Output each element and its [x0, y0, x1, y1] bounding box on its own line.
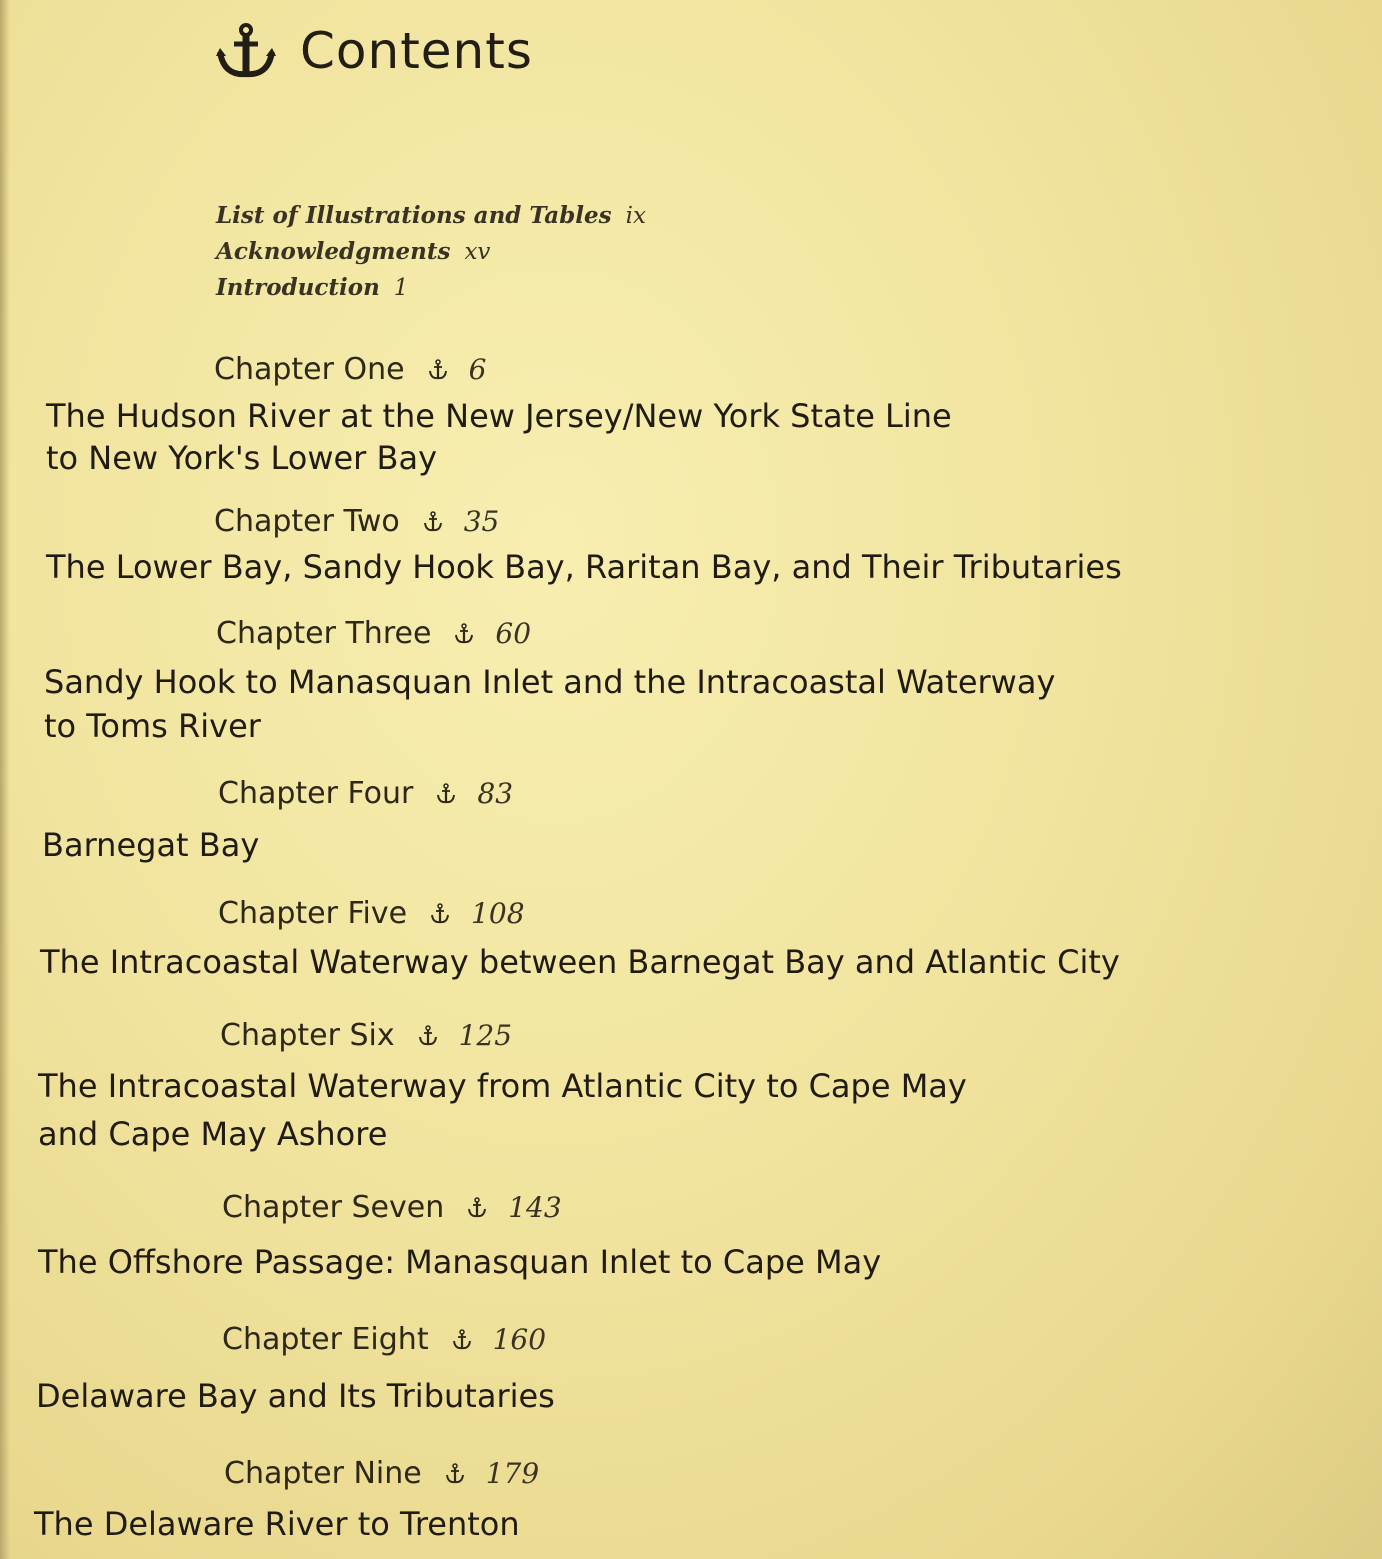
front-matter-label: Introduction	[216, 274, 380, 301]
chapter-page-number: 125	[458, 1019, 513, 1052]
chapter-label: Chapter One	[214, 352, 405, 387]
chapter-title-line: Sandy Hook to Manasquan Inlet and the Intracoastal Waterway	[44, 663, 1056, 701]
chapter-title-line: The Intracoastal Waterway between Barnegat Bay and Atlantic City	[40, 943, 1120, 981]
anchor-icon	[453, 623, 475, 645]
anchor-icon	[435, 783, 457, 805]
page-title: Contents	[300, 22, 533, 80]
chapter-title-line: to Toms River	[44, 707, 261, 745]
front-matter-page: 1	[393, 275, 409, 301]
chapter-title-line: Delaware Bay and Its Tributaries	[36, 1377, 555, 1415]
chapter-title	[34, 1500, 520, 1548]
chapter-label: Chapter Seven	[222, 1190, 445, 1225]
chapter-title	[38, 1238, 881, 1286]
anchor-icon	[429, 903, 451, 925]
anchor-icon	[422, 511, 444, 533]
anchor-icon	[466, 1197, 488, 1219]
chapter-title	[46, 546, 1122, 588]
chapter-heading	[214, 352, 486, 387]
anchor-icon	[214, 22, 278, 80]
chapter-page-number: 160	[492, 1323, 547, 1356]
front-matter-label: Acknowledgments	[216, 238, 451, 265]
chapter-title	[44, 660, 1055, 748]
chapter-title	[36, 1372, 555, 1420]
front-matter-page: ix	[625, 203, 646, 229]
chapter-page-number: 83	[477, 777, 514, 810]
front-matter-item	[216, 234, 646, 270]
chapter-heading	[218, 896, 525, 931]
anchor-icon	[444, 1463, 466, 1485]
chapter-label: Chapter Four	[218, 776, 414, 811]
chapter-label: Chapter Nine	[224, 1456, 422, 1491]
anchor-icon	[427, 359, 449, 381]
chapter-heading	[218, 776, 513, 811]
chapter-title-line: The Hudson River at the New Jersey/New York State Line	[46, 397, 952, 435]
anchor-icon	[451, 1329, 473, 1351]
contents-heading	[214, 22, 533, 80]
chapter-page-number: 108	[471, 897, 525, 930]
chapter-title-line: The Lower Bay, Sandy Hook Bay, Raritan Bay, and Their Tributaries	[46, 548, 1122, 586]
chapter-page-number: 179	[485, 1457, 540, 1490]
chapter-heading	[214, 504, 499, 539]
page-edge-shadow	[0, 0, 10, 1559]
front-matter-label: List of Illustrations and Tables	[216, 202, 612, 229]
chapter-label: Chapter Eight	[222, 1322, 429, 1357]
chapter-heading	[224, 1456, 539, 1491]
chapter-title-line: Barnegat Bay	[42, 826, 260, 864]
chapter-title-line: The Offshore Passage: Manasquan Inlet to Cape May	[38, 1243, 882, 1281]
chapter-heading	[216, 616, 531, 651]
chapter-title-line: and Cape May Ashore	[38, 1115, 388, 1153]
chapter-label: Chapter Five	[218, 896, 408, 931]
chapter-title	[42, 823, 259, 867]
chapter-title	[38, 1062, 967, 1158]
chapter-title-line: The Delaware River to Trenton	[34, 1505, 520, 1543]
anchor-icon	[417, 1025, 439, 1047]
chapter-title	[46, 395, 952, 479]
front-matter-list	[216, 198, 646, 306]
chapter-heading	[222, 1190, 562, 1225]
front-matter-item	[216, 270, 646, 306]
chapter-title-line: The Intracoastal Waterway from Atlantic City to Cape May	[38, 1067, 967, 1105]
chapter-title	[40, 940, 1120, 984]
chapter-label: Chapter Three	[216, 616, 432, 651]
chapter-page-number: 60	[495, 617, 532, 650]
chapter-title-line: to New York's Lower Bay	[46, 439, 437, 477]
front-matter-item	[216, 198, 646, 234]
chapter-label: Chapter Six	[220, 1018, 395, 1053]
chapter-page-number: 143	[508, 1191, 562, 1224]
chapter-page-number: 35	[463, 505, 500, 538]
chapter-heading	[220, 1018, 512, 1053]
chapter-page-number: 6	[468, 353, 487, 386]
chapter-label: Chapter Two	[214, 504, 400, 539]
front-matter-page: xv	[464, 239, 491, 265]
chapter-heading	[222, 1322, 546, 1357]
